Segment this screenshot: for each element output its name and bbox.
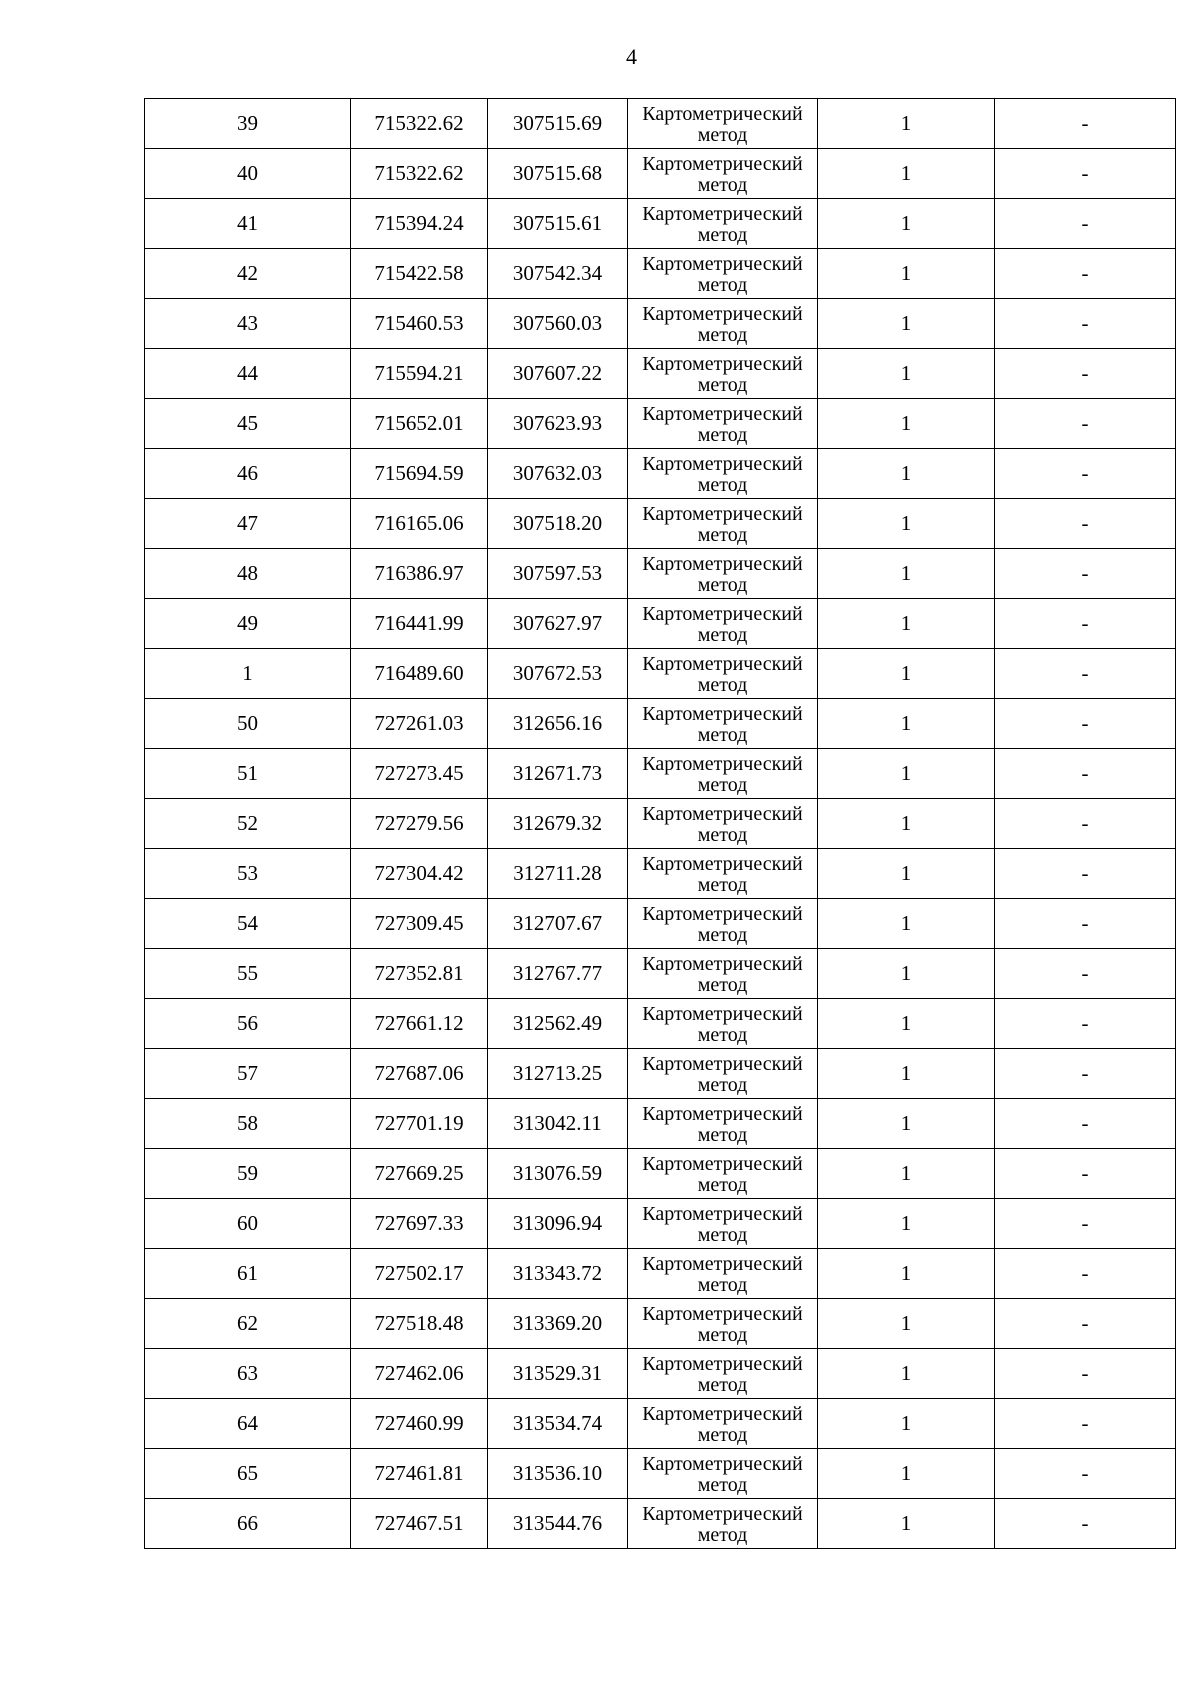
cell-accuracy: 1 [818, 1349, 995, 1399]
cell-method: Картометрический метод [628, 499, 818, 549]
cell-point-number: 53 [145, 849, 351, 899]
cell-coordinate-x: 727309.45 [351, 899, 488, 949]
cell-description: - [995, 1099, 1176, 1149]
cell-point-number: 44 [145, 349, 351, 399]
cell-accuracy: 1 [818, 499, 995, 549]
cell-method: Картометрический метод [628, 1399, 818, 1449]
cell-description: - [995, 1349, 1176, 1399]
cell-description: - [995, 349, 1176, 399]
cell-coordinate-x: 716489.60 [351, 649, 488, 699]
cell-description: - [995, 99, 1176, 149]
cell-coordinate-x: 727467.51 [351, 1499, 488, 1549]
cell-coordinate-x: 727687.06 [351, 1049, 488, 1099]
cell-accuracy: 1 [818, 399, 995, 449]
cell-coordinate-y: 313343.72 [488, 1249, 628, 1299]
cell-method: Картометрический метод [628, 949, 818, 999]
cell-description: - [995, 1499, 1176, 1549]
cell-coordinate-x: 715652.01 [351, 399, 488, 449]
cell-coordinate-x: 715322.62 [351, 149, 488, 199]
table-row [145, 949, 1176, 999]
table-row [145, 599, 1176, 649]
cell-accuracy: 1 [818, 1049, 995, 1099]
cell-accuracy: 1 [818, 1399, 995, 1449]
table-row [145, 349, 1176, 399]
cell-point-number: 40 [145, 149, 351, 199]
cell-accuracy: 1 [818, 199, 995, 249]
cell-coordinate-y: 307515.69 [488, 99, 628, 149]
cell-accuracy: 1 [818, 1149, 995, 1199]
table-row [145, 249, 1176, 299]
coordinates-table [144, 98, 1176, 1549]
cell-method: Картометрический метод [628, 449, 818, 499]
cell-coordinate-x: 727461.81 [351, 1449, 488, 1499]
cell-accuracy: 1 [818, 1299, 995, 1349]
cell-point-number: 52 [145, 799, 351, 849]
table-row [145, 549, 1176, 599]
table-row [145, 1099, 1176, 1149]
table-row [145, 1499, 1176, 1549]
cell-coordinate-y: 307560.03 [488, 299, 628, 349]
cell-coordinate-x: 727502.17 [351, 1249, 488, 1299]
cell-method: Картометрический метод [628, 1499, 818, 1549]
cell-coordinate-y: 312679.32 [488, 799, 628, 849]
cell-point-number: 42 [145, 249, 351, 299]
table-row [145, 849, 1176, 899]
cell-accuracy: 1 [818, 449, 995, 499]
cell-coordinate-y: 312671.73 [488, 749, 628, 799]
table-row [145, 999, 1176, 1049]
cell-point-number: 60 [145, 1199, 351, 1249]
cell-description: - [995, 1299, 1176, 1349]
cell-point-number: 64 [145, 1399, 351, 1449]
cell-point-number: 48 [145, 549, 351, 599]
table-row [145, 449, 1176, 499]
cell-method: Картометрический метод [628, 649, 818, 699]
table-row [145, 749, 1176, 799]
cell-point-number: 66 [145, 1499, 351, 1549]
cell-coordinate-y: 312711.28 [488, 849, 628, 899]
cell-coordinate-y: 312713.25 [488, 1049, 628, 1099]
cell-coordinate-y: 307515.61 [488, 199, 628, 249]
cell-description: - [995, 599, 1176, 649]
cell-coordinate-y: 307518.20 [488, 499, 628, 549]
cell-point-number: 49 [145, 599, 351, 649]
cell-point-number: 41 [145, 199, 351, 249]
cell-point-number: 1 [145, 649, 351, 699]
table-row [145, 1449, 1176, 1499]
cell-coordinate-x: 715394.24 [351, 199, 488, 249]
cell-point-number: 57 [145, 1049, 351, 1099]
cell-description: - [995, 799, 1176, 849]
cell-method: Картометрический метод [628, 999, 818, 1049]
coordinates-table-body [145, 99, 1176, 1549]
cell-method: Картометрический метод [628, 549, 818, 599]
cell-accuracy: 1 [818, 99, 995, 149]
cell-coordinate-y: 312707.67 [488, 899, 628, 949]
cell-coordinate-x: 716441.99 [351, 599, 488, 649]
cell-accuracy: 1 [818, 1499, 995, 1549]
cell-description: - [995, 1449, 1176, 1499]
cell-accuracy: 1 [818, 999, 995, 1049]
table-row [145, 99, 1176, 149]
cell-method: Картометрический метод [628, 699, 818, 749]
cell-coordinate-y: 313536.10 [488, 1449, 628, 1499]
cell-point-number: 39 [145, 99, 351, 149]
table-row [145, 1199, 1176, 1249]
cell-accuracy: 1 [818, 649, 995, 699]
table-row [145, 299, 1176, 349]
cell-coordinate-x: 727697.33 [351, 1199, 488, 1249]
cell-point-number: 61 [145, 1249, 351, 1299]
cell-description: - [995, 1199, 1176, 1249]
cell-description: - [995, 299, 1176, 349]
table-row [145, 149, 1176, 199]
cell-method: Картометрический метод [628, 399, 818, 449]
cell-point-number: 50 [145, 699, 351, 749]
table-row [145, 699, 1176, 749]
cell-description: - [995, 649, 1176, 699]
cell-coordinate-x: 715460.53 [351, 299, 488, 349]
cell-method: Картометрический метод [628, 1449, 818, 1499]
table-row [145, 799, 1176, 849]
cell-description: - [995, 249, 1176, 299]
cell-point-number: 63 [145, 1349, 351, 1399]
table-row [145, 1349, 1176, 1399]
cell-accuracy: 1 [818, 149, 995, 199]
cell-coordinate-y: 312767.77 [488, 949, 628, 999]
cell-accuracy: 1 [818, 1099, 995, 1149]
cell-coordinate-x: 715422.58 [351, 249, 488, 299]
cell-point-number: 56 [145, 999, 351, 1049]
cell-coordinate-y: 307607.22 [488, 349, 628, 399]
cell-coordinate-x: 727261.03 [351, 699, 488, 749]
cell-method: Картометрический метод [628, 1149, 818, 1199]
cell-coordinate-x: 727352.81 [351, 949, 488, 999]
cell-coordinate-x: 727304.42 [351, 849, 488, 899]
cell-description: - [995, 199, 1176, 249]
cell-coordinate-y: 307627.97 [488, 599, 628, 649]
cell-coordinate-y: 313544.76 [488, 1499, 628, 1549]
table-row [145, 899, 1176, 949]
cell-accuracy: 1 [818, 249, 995, 299]
cell-coordinate-x: 716165.06 [351, 499, 488, 549]
table-row [145, 1299, 1176, 1349]
cell-coordinate-x: 727661.12 [351, 999, 488, 1049]
cell-coordinate-y: 307632.03 [488, 449, 628, 499]
cell-point-number: 65 [145, 1449, 351, 1499]
table-row [145, 1049, 1176, 1099]
cell-description: - [995, 699, 1176, 749]
cell-method: Картометрический метод [628, 99, 818, 149]
cell-description: - [995, 499, 1176, 549]
cell-point-number: 59 [145, 1149, 351, 1199]
page-number: 4 [626, 44, 637, 69]
cell-coordinate-x: 727279.56 [351, 799, 488, 849]
table-row [145, 499, 1176, 549]
cell-point-number: 55 [145, 949, 351, 999]
cell-coordinate-x: 727460.99 [351, 1399, 488, 1449]
cell-point-number: 54 [145, 899, 351, 949]
cell-accuracy: 1 [818, 699, 995, 749]
cell-accuracy: 1 [818, 549, 995, 599]
table-row [145, 1399, 1176, 1449]
cell-coordinate-y: 313076.59 [488, 1149, 628, 1199]
cell-method: Картометрический метод [628, 799, 818, 849]
cell-point-number: 47 [145, 499, 351, 549]
cell-description: - [995, 999, 1176, 1049]
cell-coordinate-y: 312656.16 [488, 699, 628, 749]
cell-coordinate-y: 307597.53 [488, 549, 628, 599]
cell-coordinate-y: 312562.49 [488, 999, 628, 1049]
cell-method: Картометрический метод [628, 599, 818, 649]
cell-method: Картометрический метод [628, 149, 818, 199]
cell-accuracy: 1 [818, 899, 995, 949]
cell-coordinate-x: 727462.06 [351, 1349, 488, 1399]
cell-coordinate-x: 727518.48 [351, 1299, 488, 1349]
cell-point-number: 45 [145, 399, 351, 449]
cell-coordinate-x: 727273.45 [351, 749, 488, 799]
cell-coordinate-y: 307542.34 [488, 249, 628, 299]
cell-point-number: 58 [145, 1099, 351, 1149]
cell-accuracy: 1 [818, 799, 995, 849]
cell-coordinate-x: 727669.25 [351, 1149, 488, 1199]
cell-point-number: 51 [145, 749, 351, 799]
cell-method: Картометрический метод [628, 1299, 818, 1349]
cell-accuracy: 1 [818, 299, 995, 349]
cell-point-number: 46 [145, 449, 351, 499]
cell-method: Картометрический метод [628, 199, 818, 249]
cell-point-number: 43 [145, 299, 351, 349]
cell-description: - [995, 1249, 1176, 1299]
cell-method: Картометрический метод [628, 1249, 818, 1299]
cell-description: - [995, 1399, 1176, 1449]
cell-coordinate-y: 313529.31 [488, 1349, 628, 1399]
cell-description: - [995, 149, 1176, 199]
cell-method: Картометрический метод [628, 1099, 818, 1149]
cell-method: Картометрический метод [628, 849, 818, 899]
cell-coordinate-x: 716386.97 [351, 549, 488, 599]
cell-accuracy: 1 [818, 349, 995, 399]
table-row [145, 1149, 1176, 1199]
cell-method: Картометрический метод [628, 1199, 818, 1249]
cell-description: - [995, 899, 1176, 949]
cell-accuracy: 1 [818, 749, 995, 799]
cell-accuracy: 1 [818, 1249, 995, 1299]
cell-coordinate-y: 313369.20 [488, 1299, 628, 1349]
cell-coordinate-y: 313534.74 [488, 1399, 628, 1449]
cell-method: Картометрический метод [628, 299, 818, 349]
table-row [145, 199, 1176, 249]
cell-accuracy: 1 [818, 949, 995, 999]
cell-coordinate-y: 313096.94 [488, 1199, 628, 1249]
cell-point-number: 62 [145, 1299, 351, 1349]
cell-accuracy: 1 [818, 599, 995, 649]
cell-coordinate-x: 727701.19 [351, 1099, 488, 1149]
cell-description: - [995, 1149, 1176, 1199]
cell-coordinate-y: 307623.93 [488, 399, 628, 449]
cell-description: - [995, 449, 1176, 499]
cell-coordinate-x: 715694.59 [351, 449, 488, 499]
cell-coordinate-y: 307672.53 [488, 649, 628, 699]
cell-accuracy: 1 [818, 849, 995, 899]
table-row [145, 649, 1176, 699]
cell-description: - [995, 749, 1176, 799]
cell-description: - [995, 849, 1176, 899]
cell-method: Картометрический метод [628, 1049, 818, 1099]
cell-method: Картометрический метод [628, 1349, 818, 1399]
cell-coordinate-x: 715594.21 [351, 349, 488, 399]
cell-coordinate-y: 307515.68 [488, 149, 628, 199]
cell-method: Картометрический метод [628, 349, 818, 399]
cell-description: - [995, 549, 1176, 599]
cell-method: Картометрический метод [628, 749, 818, 799]
cell-description: - [995, 1049, 1176, 1099]
cell-coordinate-x: 715322.62 [351, 99, 488, 149]
cell-accuracy: 1 [818, 1199, 995, 1249]
cell-method: Картометрический метод [628, 899, 818, 949]
cell-description: - [995, 399, 1176, 449]
cell-coordinate-y: 313042.11 [488, 1099, 628, 1149]
table-row [145, 399, 1176, 449]
cell-description: - [995, 949, 1176, 999]
table-row [145, 1249, 1176, 1299]
cell-method: Картометрический метод [628, 249, 818, 299]
cell-accuracy: 1 [818, 1449, 995, 1499]
